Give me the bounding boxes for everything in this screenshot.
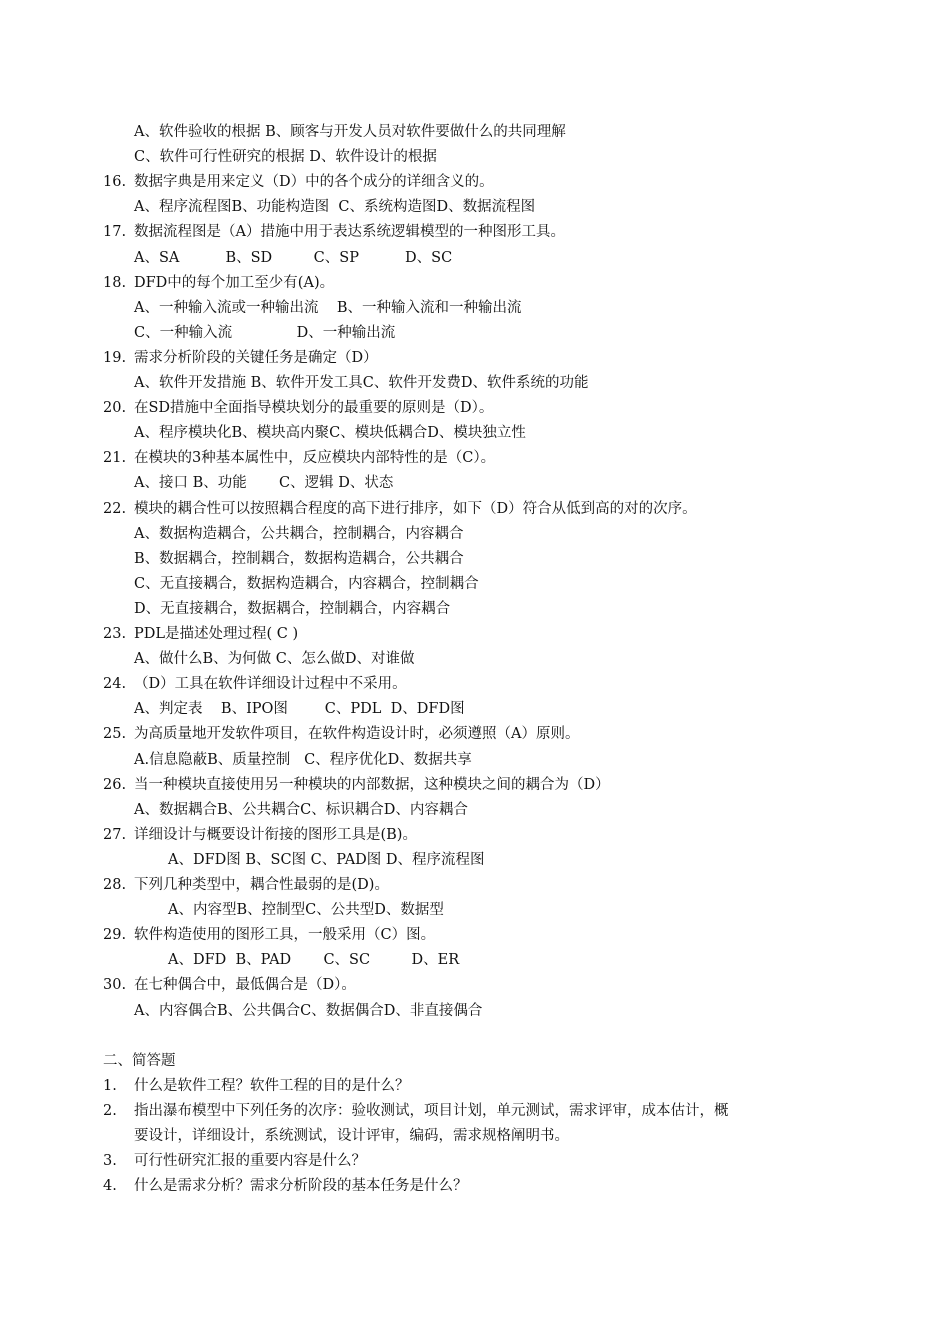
question-text: 在SD措施中全面指导模块划分的最重要的原则是（D）。 xyxy=(134,400,494,417)
question-number: 27. xyxy=(103,826,127,843)
option-text: A、数据构造耦合，公共耦合，控制耦合，内容耦合 xyxy=(134,525,464,542)
question-number: 18. xyxy=(103,274,127,291)
question-text: 当一种模块直接使用另一种模块的内部数据，这种模块之间的耦合为（D） xyxy=(134,776,610,793)
question-text: 为高质量地开发软件项目，在软件构造设计时，必须遵照（A）原则。 xyxy=(134,726,580,743)
question-text: PDL是描述处理过程( C ) xyxy=(134,626,299,642)
question-number: 29. xyxy=(103,927,127,944)
option-text: A、DFD图 B、SC图 C、PAD图 D、程序流程图 xyxy=(168,851,485,868)
question-number: 16. xyxy=(103,174,127,191)
question-number: 21. xyxy=(103,450,127,467)
question-number: 24. xyxy=(103,676,127,693)
question-number: 23. xyxy=(103,626,127,642)
option-text: C、一种输入流 D、一种输出流 xyxy=(134,324,396,341)
option-text: D、无直接耦合，数据耦合，控制耦合，内容耦合 xyxy=(134,600,451,617)
option-text: A、SA B、SD C、SP D、SC xyxy=(134,249,453,266)
question-number: 25. xyxy=(103,726,127,743)
question-number: 19. xyxy=(103,349,127,366)
question-text: 需求分析阶段的关键任务是确定（D） xyxy=(134,349,378,366)
question-number: 28. xyxy=(103,877,127,893)
option-text: A、DFD B、PAD C、SC D、ER xyxy=(168,952,460,969)
question-text: DFD中的每个加工至少有(A)。 xyxy=(134,274,335,291)
option-text: C、无直接耦合，数据构造耦合，内容耦合，控制耦合 xyxy=(134,575,479,592)
option-text: A、软件验收的根据 B、顾客与开发人员对软件要做什么的共同理解 xyxy=(134,124,566,140)
question-number: 2. xyxy=(103,1102,117,1119)
question-text: 数据字典是用来定义（D）中的各个成分的详细含义的。 xyxy=(134,174,494,191)
option-text: A、做什么B、为何做 C、怎么做D、对谁做 xyxy=(134,651,415,668)
option-text: C、软件可行性研究的根据 D、软件设计的根据 xyxy=(134,149,437,166)
question-text: 在七种偶合中，最低偶合是（D）。 xyxy=(134,977,356,994)
option-text: A、内容偶合B、公共偶合C、数据偶合D、非直接偶合 xyxy=(134,1002,483,1019)
question-number: 20. xyxy=(103,400,127,417)
section-title: 二、简答题 xyxy=(103,1052,176,1069)
option-text: A.信息隐蔽B、质量控制 C、程序优化D、数据共享 xyxy=(134,751,472,768)
question-number: 30. xyxy=(103,977,127,994)
question-text: 什么是软件工程？软件工程的目的是什么？ xyxy=(134,1077,410,1094)
question-text: 下列几种类型中，耦合性最弱的是(D)。 xyxy=(134,877,389,893)
option-text: 要设计，详细设计，系统测试，设计评审，编码，需求规格阐明书。 xyxy=(134,1128,569,1144)
question-text: 什么是需求分析？需求分析阶段的基本任务是什么？ xyxy=(134,1178,468,1195)
question-text: 在模块的3种基本属性中，反应模块内部特性的是（C）。 xyxy=(134,450,496,467)
question-number: 1. xyxy=(103,1077,117,1094)
option-text: B、数据耦合，控制耦合，数据构造耦合，公共耦合 xyxy=(134,550,464,567)
option-text: A、数据耦合B、公共耦合C、标识耦合D、内容耦合 xyxy=(134,801,468,818)
question-text: 可行性研究汇报的重要内容是什么？ xyxy=(134,1153,366,1170)
option-text: A、判定表 B、IPO图 C、PDL D、DFD图 xyxy=(134,701,465,718)
question-number: 17. xyxy=(103,224,127,241)
option-text: A、程序模块化B、模块高内聚C、模块低耦合D、模块独立性 xyxy=(134,425,526,442)
question-number: 22. xyxy=(103,500,127,517)
question-text: （D）工具在软件详细设计过程中不采用。 xyxy=(134,676,407,693)
option-text: A、程序流程图B、功能构造图 C、系统构造图D、数据流程图 xyxy=(134,199,536,216)
option-text: A、一种输入流或一种输出流 B、一种输入流和一种输出流 xyxy=(134,299,522,316)
option-text: A、内容型B、控制型C、公共型D、数据型 xyxy=(168,902,444,919)
question-text: 软件构造使用的图形工具，一般采用（C）图。 xyxy=(134,927,436,944)
question-text: 模块的耦合性可以按照耦合程度的高下进行排序，如下（D）符合从低到高的对的次序。 xyxy=(134,500,697,517)
question-number: 3. xyxy=(103,1153,117,1170)
question-text: 详细设计与概要设计衔接的图形工具是(B)。 xyxy=(134,826,417,843)
question-number: 26. xyxy=(103,776,127,793)
question-text: 指出瀑布模型中下列任务的次序：验收测试，项目计划，单元测试，需求评审，成本估计，概 xyxy=(134,1102,729,1119)
option-text: A、软件开发措施 B、软件开发工具C、软件开发费D、软件系统的功能 xyxy=(134,375,589,391)
question-text: 数据流程图是（A）措施中用于表达系统逻辑模型的一种图形工具。 xyxy=(134,224,565,241)
option-text: A、接口 B、功能 C、逻辑 D、状态 xyxy=(134,475,394,492)
question-number: 4. xyxy=(103,1178,117,1195)
